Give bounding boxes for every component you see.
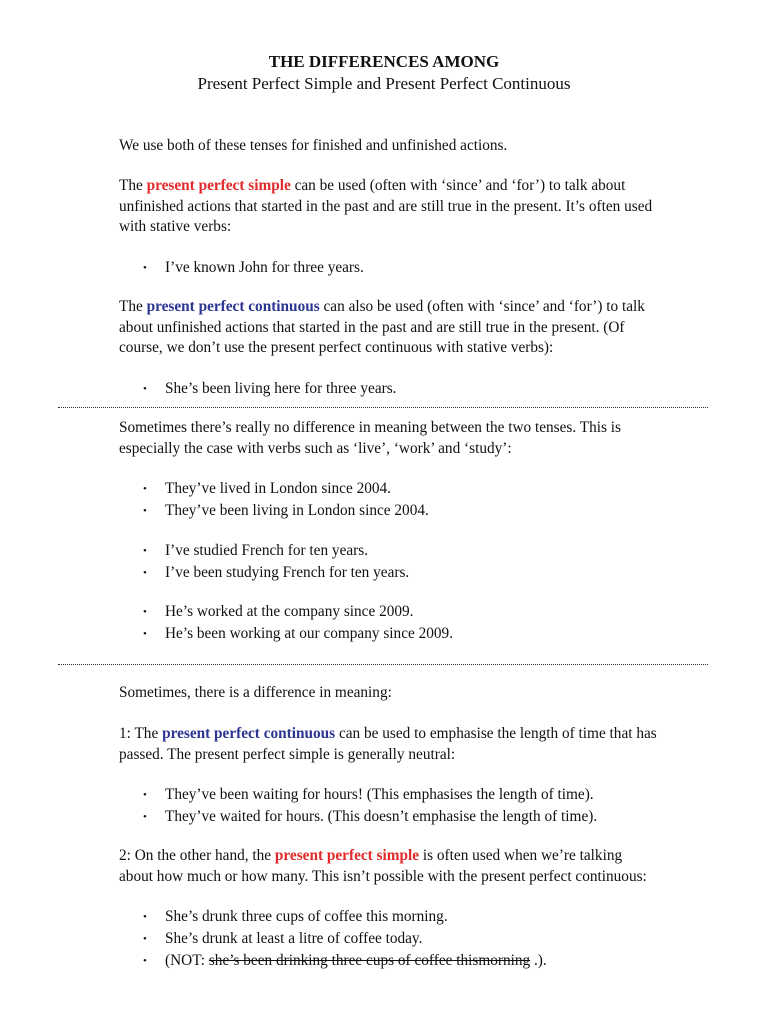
list-item: • He’s been working at our company since 2009. — [119, 623, 679, 645]
section-divider — [58, 407, 708, 408]
paragraph-text: The — [119, 298, 147, 315]
list-item: • She’s been living here for three years. — [119, 378, 679, 400]
list-item: • I’ve studied French for ten years. — [119, 540, 679, 562]
not-prefix: (NOT: — [165, 952, 209, 969]
bullet-list-waiting — [119, 784, 679, 828]
list-item: • She’s drunk three cups of coffee this morning. — [119, 906, 679, 928]
highlight-present-perfect-continuous: present perfect continuous — [146, 298, 320, 315]
present-perfect-continuous-paragraph — [119, 297, 659, 359]
highlight-present-perfect-continuous: present perfect continuous — [162, 725, 336, 742]
section-divider — [58, 664, 708, 665]
bullet-list-stative — [119, 257, 679, 279]
list-item: • I’ve been studying French for ten years. — [119, 562, 679, 584]
intro-paragraph: We use both of these tenses for finished and unfinished actions. — [119, 137, 508, 154]
paragraph-text: 2: On the other hand, the — [119, 847, 275, 864]
document-title: THE DIFFERENCES AMONG — [268, 52, 500, 71]
highlight-present-perfect-simple: present perfect simple — [274, 847, 420, 864]
not-suffix: .). — [530, 952, 547, 969]
paragraph-text: can be used to emphasise the length of time that has passed. The present perfect simple is generally neutral: — [119, 725, 657, 763]
list-item: • They’ve been waiting for hours! (This emphasises the length of time). — [119, 784, 679, 806]
paragraph-text: 1: The — [119, 725, 163, 742]
bullet-list-study — [119, 540, 679, 584]
list-item: • She’s drunk at least a litre of coffee today. — [119, 928, 679, 950]
bullet-list-live — [119, 478, 679, 522]
paragraph-text: can be used (often with ‘since’ and ‘for’) to talk about unfinished actions that started in the past and are still true in the present. It’s often used with stative verbs: — [119, 177, 653, 235]
struck-out-example: she’s been drinking three cups of coffee thismorning — [208, 952, 531, 969]
list-item — [119, 950, 679, 972]
bullet-list-coffee — [119, 906, 679, 972]
no-difference-paragraph: Sometimes there’s really no difference in meaning between the two tenses. This is especially the case with verbs such as ‘live’, ‘work’ and ‘study’: — [119, 419, 621, 457]
list-item: • They’ve lived in London since 2004. — [119, 478, 679, 500]
how-much-paragraph — [119, 846, 659, 887]
paragraph-text: is often used when we’re talking about how much or how many. This isn’t possible with the present perfect continuous: — [119, 847, 647, 885]
present-perfect-simple-paragraph — [119, 176, 659, 238]
list-item: • They’ve been living in London since 2004. — [119, 500, 679, 522]
document-subtitle: Present Perfect Simple and Present Perfect Continuous — [197, 74, 571, 93]
bullet-list-continuous — [119, 378, 679, 400]
list-item: • They’ve waited for hours. (This doesn’t emphasise the length of time). — [119, 806, 679, 828]
list-item: • He’s worked at the company since 2009. — [119, 601, 679, 623]
paragraph-text: The — [119, 177, 147, 194]
bullet-list-work — [119, 601, 679, 645]
emphasis-paragraph — [119, 724, 659, 765]
difference-intro-paragraph: Sometimes, there is a difference in meaning: — [119, 684, 392, 701]
highlight-present-perfect-simple: present perfect simple — [146, 177, 291, 194]
paragraph-text: can also be used (often with ‘since’ and ‘for’) to talk about unfinished actions that started in the past and are still true in the present. (Of course, we don’t use the present perfect continuous with stative verbs): — [119, 298, 645, 356]
list-item: • I’ve known John for three years. — [119, 257, 679, 279]
